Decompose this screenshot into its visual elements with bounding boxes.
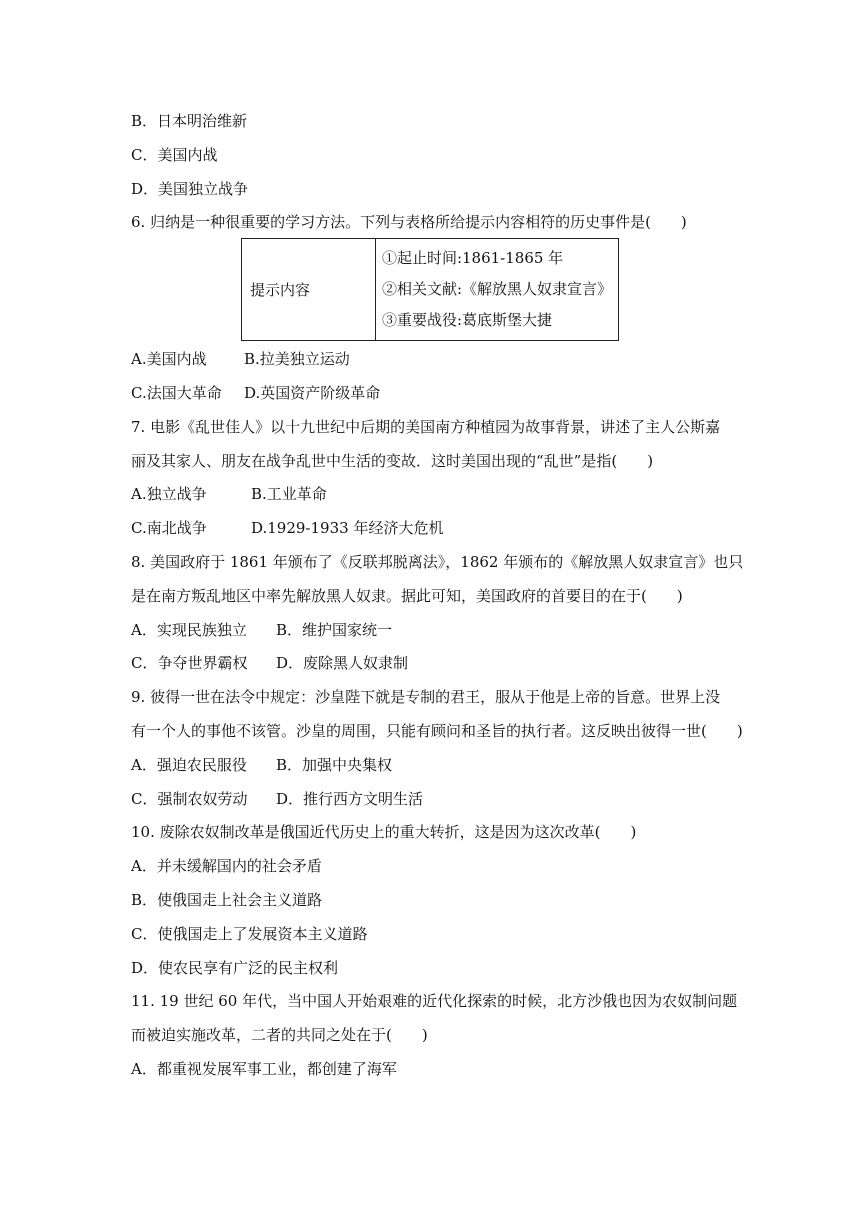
q9-stem-line: 9. 彼得一世在法令中规定：沙皇陛下就是专制的君王，服从于他是上帝的旨意。世界上没: [131, 688, 721, 706]
q8-option-c: C．争夺世界霸权: [131, 654, 248, 672]
q6-stem: 6. 归纳是一种很重要的学习方法。下列与表格所给提示内容相符的历史事件是( ): [131, 213, 687, 231]
q11-option-a: A．都重视发展军事工业，都创建了海军: [131, 1060, 397, 1078]
q9-option-d: D．推行西方文明生活: [276, 790, 424, 808]
q6-option-d: D.英国资产阶级革命: [244, 384, 381, 402]
q7-option-a: A.独立战争: [131, 485, 207, 503]
q10-option-d: D．使农民享有广泛的民主权利: [131, 959, 339, 977]
q11-stem-line: 11. 19 世纪 60 年代，当中国人开始艰难的近代化探索的时候，北方沙俄也因为农奴制问题: [131, 992, 738, 1010]
q8-option-b: B．维护国家统一: [276, 621, 393, 639]
q5-option-c: C．美国内战: [131, 146, 218, 164]
q6-option-a: A.美国内战: [131, 350, 207, 368]
q7-option-d: D.1929-1933 年经济大危机: [251, 519, 444, 537]
q8-stem-line: 8. 美国政府于 1861 年颁布了《反联邦脱离法》，1862 年颁布的《解放黑人奴隶宣言》也只: [131, 553, 744, 571]
q9-option-c: C．强制农奴劳动: [131, 790, 248, 808]
q7-option-c: C.南北战争: [131, 519, 207, 537]
q5-option-d: D．美国独立战争: [131, 180, 249, 198]
q7-option-b: B.工业革命: [251, 485, 327, 503]
q6-option-c: C.法国大革命: [131, 384, 222, 402]
q5-option-b: B．日本明治维新: [131, 112, 248, 130]
q6-hint-item: ②相关文献:《解放黑人奴隶宣言》: [381, 280, 612, 298]
q10-stem: 10. 废除农奴制改革是俄国近代历史上的重大转折，这是因为这次改革( ): [131, 823, 637, 841]
q6-hint-label: 提示内容: [242, 239, 376, 341]
q10-option-b: B．使俄国走上社会主义道路: [131, 891, 323, 909]
q9-option-b: B．加强中央集权: [276, 756, 393, 774]
q7-stem-line: 7. 电影《乱世佳人》以十九世纪中后期的美国南方种植园为故事背景，讲述了主人公斯嘉: [131, 418, 721, 436]
q7-stem-line: 丽及其家人、朋友在战争乱世中生活的变故．这时美国出现的“乱世”是指( ): [131, 452, 654, 470]
q9-stem-line: 有一个人的事他不该管。沙皇的周围，只能有顾问和圣旨的执行者。这反映出彼得一世( ): [131, 722, 743, 740]
q6-option-b: B.拉美独立运动: [244, 350, 350, 368]
q6-hint-table: [241, 238, 619, 341]
q10-option-c: C．使俄国走上了发展资本主义道路: [131, 925, 368, 943]
q11-stem-line: 而被迫实施改革，二者的共同之处在于( ): [131, 1026, 428, 1044]
q8-option-d: D．废除黑人奴隶制: [276, 654, 409, 672]
q9-option-a: A．强迫农民服役: [131, 756, 247, 774]
q8-option-a: A．实现民族独立: [131, 621, 247, 639]
q10-option-a: A．并未缓解国内的社会矛盾: [131, 857, 322, 875]
q6-hint-item: ①起止时间:1861-1865 年: [381, 249, 564, 267]
q8-stem-line: 是在南方叛乱地区中率先解放黑人奴隶。据此可知，美国政府的首要目的在于( ): [131, 587, 683, 605]
q6-hint-item: ③重要战役:葛底斯堡大捷: [381, 311, 552, 329]
q6-hint-items: [375, 239, 618, 341]
